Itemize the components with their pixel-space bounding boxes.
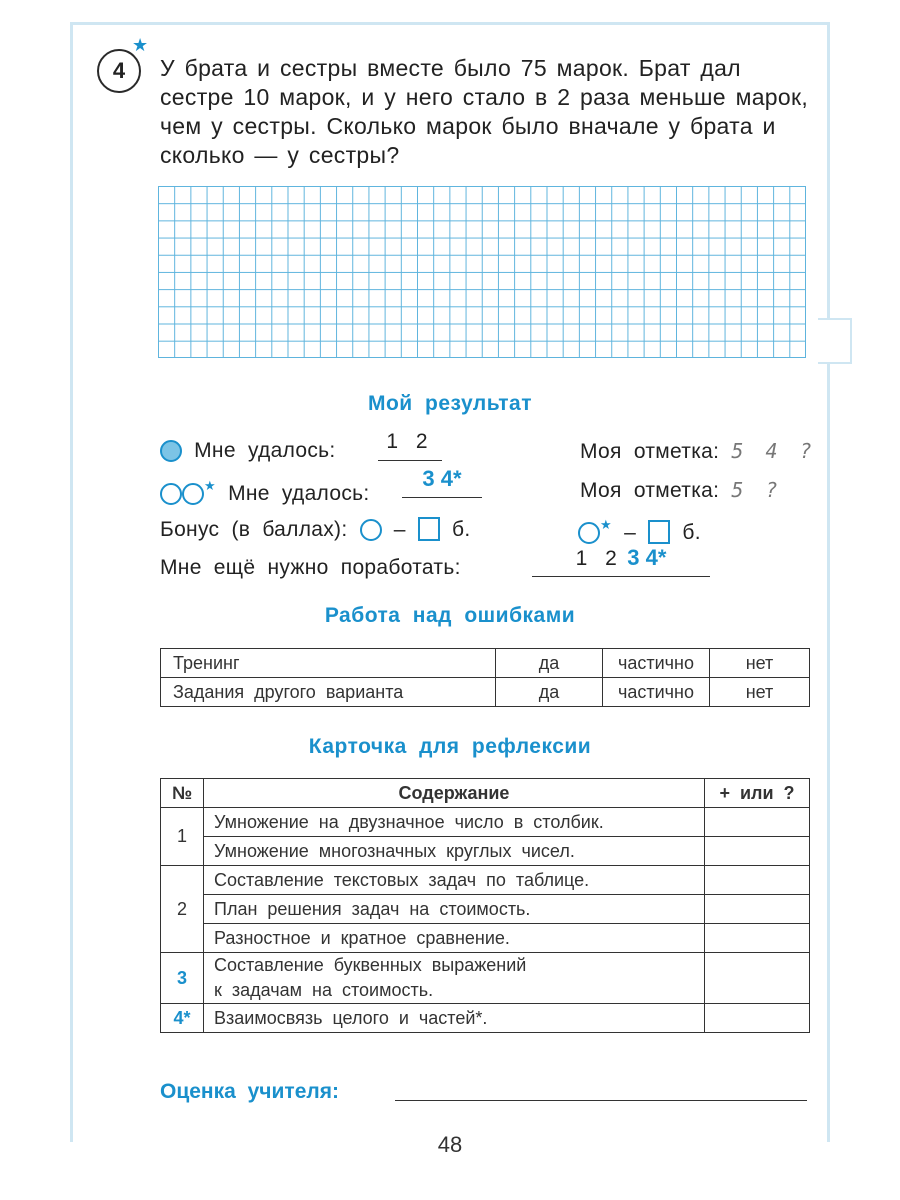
mark-cell[interactable] (705, 1004, 810, 1033)
work-slot (532, 545, 710, 577)
bonus-star-box[interactable] (648, 520, 670, 544)
result-row2-label: Мне удалось: (228, 482, 370, 505)
content-item (204, 953, 705, 1004)
bonus-dash: – (393, 518, 406, 541)
content-item: Умножение многозначных круглых чисел. (204, 837, 705, 866)
errors-row-no[interactable]: нет (710, 649, 810, 678)
col-content-header: Содержание (204, 779, 705, 808)
mark-cell[interactable] (705, 924, 810, 953)
result-row2-slot (402, 466, 482, 498)
reflection-title: Карточка для рефлексии (308, 735, 592, 758)
work-plain-value: 1 2 (575, 547, 623, 570)
work-label: Мне ещё нужно поработать: (160, 556, 461, 579)
result-row2-mark (580, 478, 780, 503)
circle-icon (578, 522, 600, 544)
errors-row-name: Тренинг (161, 649, 496, 678)
star-icon: ★ (204, 478, 216, 493)
circle-icon (160, 483, 182, 505)
circle-icon (182, 483, 204, 505)
group-number: 1 (161, 808, 204, 866)
mark-cell[interactable] (705, 808, 810, 837)
result-row1-label: Мне удалось: (194, 439, 336, 462)
table-row (161, 837, 810, 866)
errors-row-partly[interactable]: частично (603, 649, 710, 678)
filled-circle-icon (160, 440, 182, 462)
table-row (161, 678, 810, 707)
table-row (161, 649, 810, 678)
answer-grid[interactable] (158, 186, 806, 358)
content-item: Умножение на двузначное число в столбик. (204, 808, 705, 837)
result-row2-mark-label: Моя отметка: (580, 479, 720, 502)
teacher-label: Оценка учителя: (160, 1080, 339, 1103)
content-item: Составление текстовых задач по таблице. (204, 866, 705, 895)
group-number: 3 (161, 953, 204, 1004)
col-num-header: № (161, 779, 204, 808)
table-row (161, 924, 810, 953)
result-row1-mark-value: 5 4 ? (731, 439, 814, 463)
errors-row-no[interactable]: нет (710, 678, 810, 707)
task-star-icon: ★ (132, 35, 149, 55)
group-number: 2 (161, 866, 204, 953)
teacher-line[interactable] (395, 1100, 807, 1101)
task-number-badge (97, 49, 141, 93)
bonus-box[interactable] (418, 517, 440, 541)
work-row (160, 556, 461, 580)
errors-row-name: Задания другого варианта (161, 678, 496, 707)
result-row1-mark-label: Моя отметка: (580, 440, 720, 463)
errors-row-yes[interactable]: да (496, 649, 603, 678)
page-number: 48 (437, 1132, 463, 1157)
result-row2-mark-value: 5 ? (731, 478, 780, 502)
bonus-unit: б. (452, 518, 471, 541)
table-row (161, 866, 810, 895)
result-title: Мой результат (367, 392, 533, 415)
mark-cell[interactable] (705, 895, 810, 924)
circle-icon (360, 519, 382, 541)
table-row (161, 953, 810, 1004)
content-line: к задачам на стоимость. (214, 980, 434, 1000)
task-text: У брата и сестры вместе было 75 марок. Брат дал сестре 10 марок, и у него стало в 2 раза меньше марок, чем у сестры. Сколько марок было вначале у брата и сколько — у сестры? (160, 55, 809, 168)
result-row1-slot (378, 430, 442, 461)
result-row2 (160, 478, 370, 506)
result-row1-value: 1 2 (386, 430, 434, 453)
table-header (161, 779, 810, 808)
star-icon: ★ (600, 517, 612, 532)
task-number: 4 (112, 58, 126, 83)
table-row (161, 808, 810, 837)
mark-cell[interactable] (705, 837, 810, 866)
result-row1-mark (580, 439, 814, 464)
content-item: План решения задач на стоимость. (204, 895, 705, 924)
mark-cell[interactable] (705, 866, 810, 895)
side-tab (818, 318, 852, 364)
work-blue-value: 3 4* (627, 545, 667, 570)
content-line: Составление буквенных выражений (214, 955, 527, 975)
errors-row-yes[interactable]: да (496, 678, 603, 707)
table-row (161, 1004, 810, 1033)
result-row1 (160, 439, 336, 463)
bonus-star-unit: б. (682, 521, 701, 544)
col-mark-header: + или ? (705, 779, 810, 808)
result-row2-value: 3 4* (422, 466, 462, 491)
content-item: Взаимосвязь целого и частей*. (204, 1004, 705, 1033)
bonus-star-row (578, 517, 701, 545)
bonus-row (160, 517, 471, 542)
bonus-label: Бонус (в баллах): (160, 518, 348, 541)
reflection-table (160, 778, 810, 1033)
errors-table (160, 648, 810, 707)
group-number: 4* (161, 1004, 204, 1033)
bonus-star-dash: – (624, 521, 637, 544)
mark-cell[interactable] (705, 953, 810, 1004)
errors-row-partly[interactable]: частично (603, 678, 710, 707)
table-row (161, 895, 810, 924)
content-item: Разностное и кратное сравнение. (204, 924, 705, 953)
errors-title: Работа над ошибками (324, 604, 576, 627)
